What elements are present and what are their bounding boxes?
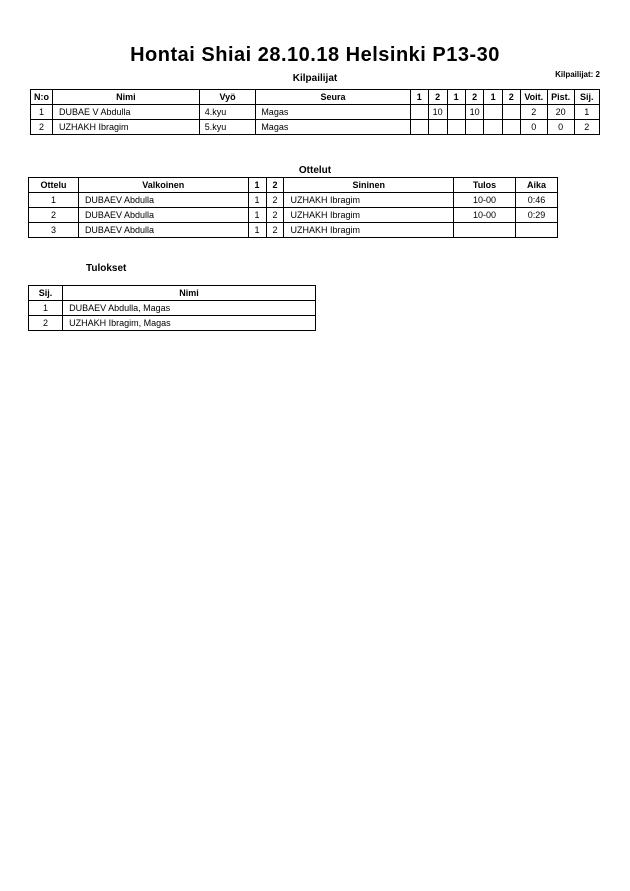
cell-white: DUBAEV Abdulla xyxy=(78,208,248,223)
cell-point-2: 2 xyxy=(266,223,284,238)
cell-round-1 xyxy=(410,120,428,135)
column-header-result: Tulos xyxy=(454,178,516,193)
cell-result: 10-00 xyxy=(454,208,516,223)
column-header-blue: Sininen xyxy=(284,178,454,193)
cell-result: 10-00 xyxy=(454,193,516,208)
cell-belt: 5.kyu xyxy=(199,120,256,135)
competitor-count-label: Kilpailijat: 2 xyxy=(555,70,600,79)
competitors-heading: Kilpailijat xyxy=(292,73,338,84)
matches-heading: Ottelut xyxy=(298,165,332,176)
column-header-point-2: 2 xyxy=(266,178,284,193)
cell-round-1 xyxy=(410,105,428,120)
column-header-no: N:o xyxy=(31,90,53,105)
cell-rank: 1 xyxy=(29,301,63,316)
cell-round-6 xyxy=(502,120,520,135)
column-header-wins: Voit. xyxy=(520,90,547,105)
cell-round-4 xyxy=(465,120,484,135)
column-header-name: Nimi xyxy=(63,286,316,301)
cell-blue: UZHAKH Ibragim xyxy=(284,208,454,223)
column-header-point-1: 1 xyxy=(248,178,266,193)
cell-point-2: 2 xyxy=(266,193,284,208)
cell-club: Magas xyxy=(256,120,410,135)
cell-time: 0:46 xyxy=(515,193,557,208)
cell-match-no: 2 xyxy=(29,208,79,223)
column-header-round-4: 2 xyxy=(465,90,484,105)
cell-match-no: 3 xyxy=(29,223,79,238)
cell-wins: 0 xyxy=(520,120,547,135)
cell-round-3 xyxy=(447,105,465,120)
cell-round-3 xyxy=(447,120,465,135)
cell-no: 2 xyxy=(31,120,53,135)
cell-rank: 2 xyxy=(574,120,599,135)
table-row xyxy=(29,316,316,331)
competitors-table xyxy=(30,89,600,135)
cell-round-5 xyxy=(484,105,502,120)
results-heading: Tulokset xyxy=(86,263,127,274)
column-header-time: Aika xyxy=(515,178,557,193)
results-table xyxy=(28,285,316,331)
cell-result xyxy=(454,223,516,238)
column-header-rank: Sij. xyxy=(29,286,63,301)
column-header-round-5: 1 xyxy=(484,90,502,105)
cell-blue: UZHAKH Ibragim xyxy=(284,223,454,238)
column-header-belt: Vyö xyxy=(199,90,256,105)
cell-club: Magas xyxy=(256,105,410,120)
cell-name: UZHAKH Ibragim xyxy=(53,120,200,135)
column-header-round-3: 1 xyxy=(447,90,465,105)
cell-time: 0:29 xyxy=(515,208,557,223)
cell-round-2: 10 xyxy=(428,105,447,120)
cell-point-2: 2 xyxy=(266,208,284,223)
cell-point-1: 1 xyxy=(248,193,266,208)
table-row xyxy=(31,105,600,120)
column-header-white: Valkoinen xyxy=(78,178,248,193)
page-title: Hontai Shiai 28.10.18 Helsinki P13-30 xyxy=(130,44,500,66)
column-header-points: Pist. xyxy=(547,90,574,105)
table-row xyxy=(29,208,558,223)
column-header-match-no: Ottelu xyxy=(29,178,79,193)
table-row xyxy=(29,223,558,238)
column-header-name: Nimi xyxy=(53,90,200,105)
matches-table xyxy=(28,177,558,238)
cell-round-5 xyxy=(484,120,502,135)
cell-points: 0 xyxy=(547,120,574,135)
table-row xyxy=(29,301,316,316)
table-header-row xyxy=(29,178,558,193)
table-row xyxy=(29,193,558,208)
cell-white: DUBAEV Abdulla xyxy=(78,193,248,208)
column-header-round-2: 2 xyxy=(428,90,447,105)
column-header-round-1: 1 xyxy=(410,90,428,105)
cell-belt: 4.kyu xyxy=(199,105,256,120)
cell-time xyxy=(515,223,557,238)
cell-rank: 2 xyxy=(29,316,63,331)
cell-points: 20 xyxy=(547,105,574,120)
cell-blue: UZHAKH Ibragim xyxy=(284,193,454,208)
cell-rank: 1 xyxy=(574,105,599,120)
cell-white: DUBAEV Abdulla xyxy=(78,223,248,238)
cell-name: UZHAKH Ibragim, Magas xyxy=(63,316,316,331)
cell-wins: 2 xyxy=(520,105,547,120)
cell-name: DUBAEV Abdulla, Magas xyxy=(63,301,316,316)
column-header-club: Seura xyxy=(256,90,410,105)
cell-point-1: 1 xyxy=(248,223,266,238)
table-header-row xyxy=(31,90,600,105)
cell-name: DUBAE V Abdulla xyxy=(53,105,200,120)
table-header-row xyxy=(29,286,316,301)
cell-round-6 xyxy=(502,105,520,120)
cell-match-no: 1 xyxy=(29,193,79,208)
cell-no: 1 xyxy=(31,105,53,120)
cell-round-2 xyxy=(428,120,447,135)
column-header-rank: Sij. xyxy=(574,90,599,105)
column-header-round-6: 2 xyxy=(502,90,520,105)
cell-round-4: 10 xyxy=(465,105,484,120)
table-row xyxy=(31,120,600,135)
cell-point-1: 1 xyxy=(248,208,266,223)
